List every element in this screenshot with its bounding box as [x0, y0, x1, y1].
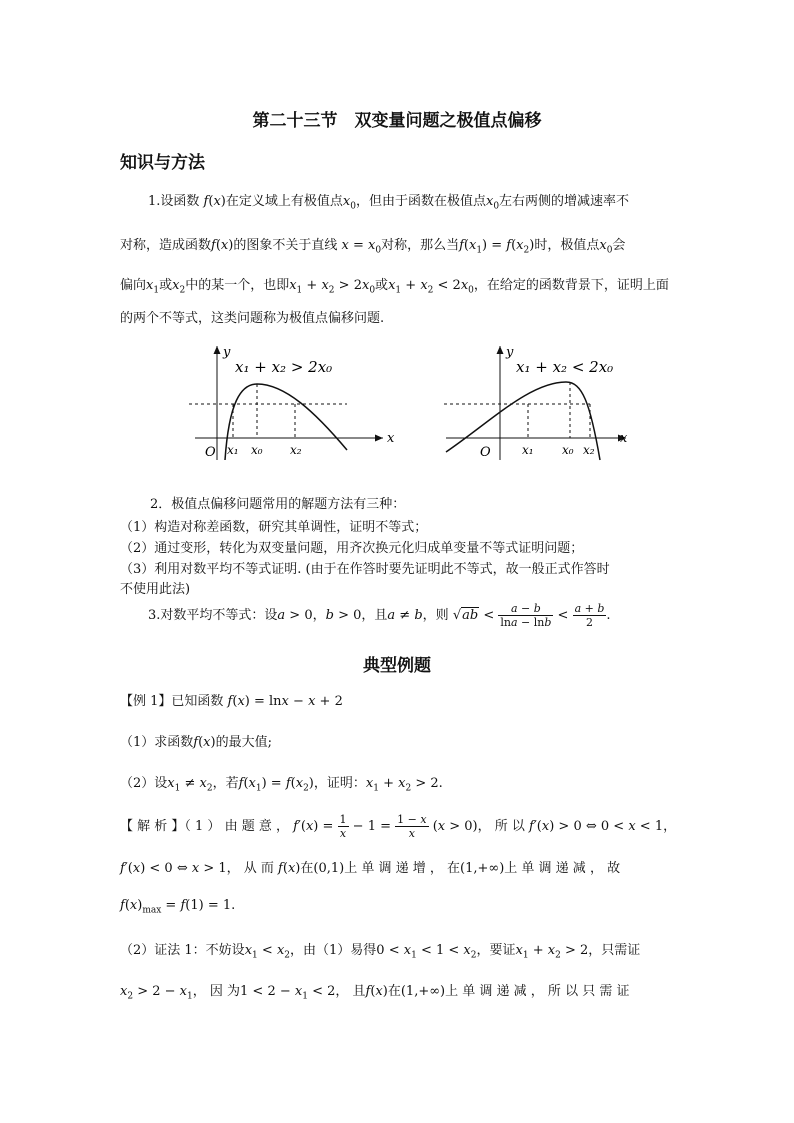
- method-1: （1）构造对称差函数，研究其单调性，证明不等式；: [120, 520, 428, 535]
- section-heading-examples: 典型例题: [363, 656, 431, 676]
- method-3-line-1: （3）利用对数平均不等式证明. (由于在作答时要先证明此不等式，故一般正式作答时: [120, 562, 610, 577]
- solution-line-3: $f(x)_{max} = f(1) = 1$.: [120, 898, 236, 916]
- y-axis-arrow-icon: [497, 346, 504, 354]
- tick-x0: x₀: [251, 443, 263, 457]
- tick-x1: x₁: [522, 443, 534, 457]
- tick-x2: x₂: [583, 443, 595, 457]
- solution-line-2: f′(x) < 0 ⇔ x > 1， 从 而 f(x)在(0,1)上 单 调 递 增 ， 在(1,+∞)上 单 调 递 减 ， 故: [120, 861, 621, 876]
- y-axis-arrow-icon: [214, 346, 221, 354]
- proof-line-1: （2）证法 1：不妨设$x_1 < x_2$，由（1）易得$0 < x_1 < 1 < x_2$，要证$x_1 + x_2 > 2$，只需证: [120, 943, 641, 961]
- log-mean-inequality: 3.对数平均不等式：设a > 0，b > 0，且a ≠ b，则 √ab < $\frac{a - b}{\ln a - \ln b}$ < $\frac{a + b}{2}$ .: [148, 602, 611, 629]
- tick-x0: x₀: [562, 443, 574, 457]
- solution-line-1: 【 解 析 】（ 1 ） 由 题 意 ， f′(x) = $\frac{1}{x}$ − 1 = $\frac{1 - x}{x}$ (x > 0)， 所 以 f′(x) > 0 ⇔ 0 < x < 1，: [120, 813, 677, 840]
- graph-right-label: x₁ + x₂ < 2x₀: [516, 358, 614, 376]
- example-1-statement: 【例 1】已知函数 f(x) = lnx − x + 2: [120, 694, 343, 709]
- axis-x-label: x: [620, 431, 628, 446]
- example-1-question-1: （1）求函数f(x)的最大值;: [120, 735, 272, 750]
- paragraph-1-line-3: 偏向$x_1$或$x_2$中的某一个，也即$x_1 + x_2 > 2x_0$或$x_1 + x_2 < 2x_0$，在给定的函数背景下，证明上面: [120, 278, 669, 296]
- methods-intro: 2．极值点偏移问题常用的解题方法有三种：: [150, 497, 406, 512]
- method-3-line-2: 不使用此法): [120, 582, 191, 597]
- method-2: （2）通过变形，转化为双变量问题，用齐次换元化归成单变量不等式证明问题；: [120, 541, 584, 556]
- proof-line-2: $x_2 > 2 - x_1$， 因 为$1 < 2 - x_1 < 2$， 且f(x)在(1,+∞)上 单 调 递 减 ， 所 以 只 需 证: [120, 984, 630, 1002]
- axis-y-label: y: [223, 345, 231, 360]
- origin-label: O: [205, 445, 216, 460]
- tick-x2: x₂: [290, 443, 302, 457]
- curve-left: [225, 384, 347, 460]
- origin-label: O: [480, 445, 491, 460]
- paragraph-1-line-2: 对称，造成函数f(x)的图象不关于直线 $x = x_0$对称，那么当$f(x_1) = f(x_2)$时，极值点$x_0$会: [120, 238, 626, 256]
- paragraph-1-line-1: 1.设函数 f(x)在定义域上有极值点$x_0$，但由于函数在极值点$x_0$左右两侧的增减速率不: [148, 194, 630, 212]
- graph-right: [440, 342, 640, 464]
- tick-x1: x₁: [227, 443, 239, 457]
- x-axis-arrow-icon: [375, 435, 383, 442]
- axis-x-label: x: [387, 431, 395, 446]
- graph-left: [185, 342, 395, 464]
- example-1-question-2: （2）设$x_1 \ne x_2$，若$f(x_1) = f(x_2)$，证明：$x_1 + x_2 > 2$.: [120, 776, 443, 794]
- paragraph-1-line-4: 的两个不等式，这类问题称为极值点偏移问题.: [120, 311, 385, 326]
- graph-left-label: x₁ + x₂ > 2x₀: [235, 358, 333, 376]
- axis-y-label: y: [506, 345, 514, 360]
- section-heading-knowledge: 知识与方法: [120, 153, 205, 173]
- page-title: 第二十三节 双变量问题之极值点偏移: [252, 111, 542, 131]
